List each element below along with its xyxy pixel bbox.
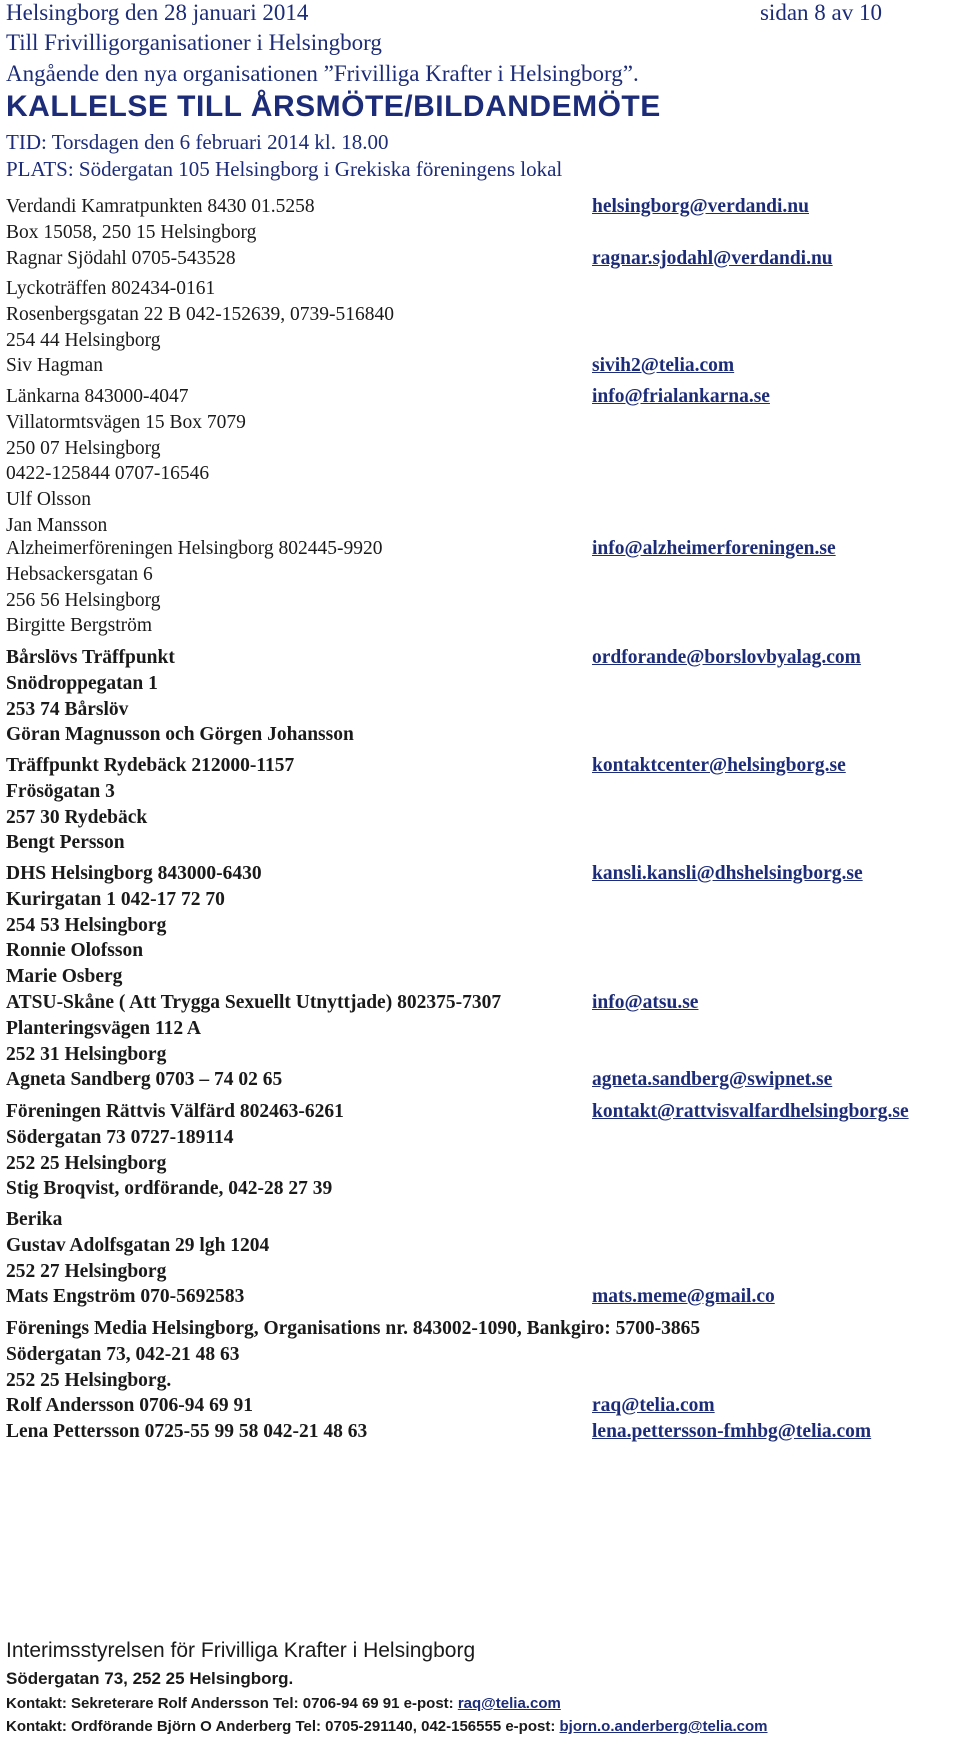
page-number: sidan 8 av 10 <box>759 0 882 25</box>
organisation-line <box>6 353 956 379</box>
organisation-block <box>6 194 956 271</box>
organisation-block <box>6 276 956 379</box>
organisation-block <box>6 990 956 1093</box>
organisation-line <box>6 613 956 639</box>
organisation-line <box>6 1342 956 1368</box>
footer-contact-secretary <box>6 1695 561 1712</box>
organisation-line-text: Bårslövs Träffpunkt <box>6 647 175 668</box>
email-link[interactable]: sivih2@telia.com <box>592 355 735 377</box>
organisation-block <box>6 861 956 990</box>
organisation-line-text: Siv Hagman <box>6 355 103 377</box>
organisation-line <box>6 536 956 562</box>
organisation-line-text: 254 44 Helsingborg <box>6 329 161 351</box>
organisation-line-text: 252 25 Helsingborg <box>6 1152 167 1174</box>
organisation-line <box>6 753 956 779</box>
footer-secretary-email-link[interactable]: raq@telia.com <box>457 1695 561 1712</box>
organisation-line-text: Göran Magnusson och Görgen Johansson <box>6 724 354 746</box>
organisation-line <box>6 246 956 272</box>
organisation-line <box>6 1042 956 1068</box>
organisation-line-text: 256 56 Helsingborg <box>6 589 161 611</box>
organisation-line-text: Gustav Adolfsgatan 29 lgh 1204 <box>6 1234 270 1256</box>
organisation-line-text: 0422-125844 0707-16546 <box>6 463 210 485</box>
organisation-line <box>6 461 956 487</box>
organisation-line-text: Alzheimerföreningen Helsingborg 802445-9920 <box>6 538 383 559</box>
organisation-line <box>6 1176 956 1202</box>
email-link[interactable]: kontaktcenter@helsingborg.se <box>592 755 846 776</box>
subject-line: Angående den nya organisationen ”Frivilliga Krafter i Helsingborg”. <box>6 61 639 86</box>
email-link[interactable]: ragnar.sjodahl@verdandi.nu <box>592 247 833 269</box>
organisation-line <box>6 913 956 939</box>
email-link[interactable]: helsingborg@verdandi.nu <box>592 196 809 217</box>
organisation-line-text: Föreningen Rättvis Välfärd 802463-6261 <box>6 1101 344 1122</box>
organisation-line <box>6 1393 956 1419</box>
email-link[interactable]: info@frialankarna.se <box>592 386 770 407</box>
organisation-line <box>6 697 956 723</box>
organisation-line-text: Stig Broqvist, ordförande, 042-28 27 39 <box>6 1178 333 1200</box>
organisation-line <box>6 302 956 328</box>
organisation-line-text: Snödroppegatan 1 <box>6 672 158 694</box>
organisation-line-text: Rosenbergsgatan 22 B 042-152639, 0739-516840 <box>6 303 394 325</box>
organisation-line <box>6 588 956 614</box>
organisation-line-text: 257 30 Rydebäck <box>6 806 148 828</box>
email-link[interactable]: lena.pettersson-fmhbg@telia.com <box>592 1421 872 1443</box>
organisation-block <box>6 1316 956 1445</box>
footer-contact-secretary-text: Kontakt: Sekreterare Rolf Andersson Tel: 0706-94 69 91 e-post: <box>6 1695 458 1712</box>
footer-address: Södergatan 73, 252 25 Helsingborg. <box>6 1669 294 1688</box>
organisation-line <box>6 1099 956 1125</box>
organisation-line <box>6 722 956 748</box>
organisation-line-text: 252 25 Helsingborg. <box>6 1369 172 1391</box>
organisation-line <box>6 1368 956 1394</box>
organisation-line <box>6 220 956 246</box>
email-link[interactable]: ordforande@borslovbyalag.com <box>592 647 861 668</box>
email-link[interactable]: info@alzheimerforeningen.se <box>592 538 836 559</box>
organisation-line <box>6 1125 956 1151</box>
organisation-line-text: Hebsackersgatan 6 <box>6 563 153 585</box>
organisation-line <box>6 1259 956 1285</box>
organisation-block <box>6 645 956 748</box>
email-link[interactable]: agneta.sandberg@swipnet.se <box>592 1069 833 1091</box>
organisation-line <box>6 1016 956 1042</box>
organisation-line <box>6 779 956 805</box>
email-link[interactable]: kontakt@rattvisvalfardhelsingborg.se <box>592 1101 909 1122</box>
organisation-line-text: Kurirgatan 1 042-17 72 70 <box>6 888 225 910</box>
organisation-line-text: Ronnie Olofsson <box>6 940 144 962</box>
footer-title: Interimsstyrelsen för Frivilliga Krafter i Helsingborg <box>6 1639 476 1662</box>
organisation-line <box>6 562 956 588</box>
organisation-line <box>6 861 956 887</box>
organisation-line-text: 252 27 Helsingborg <box>6 1260 167 1282</box>
email-link[interactable]: mats.meme@gmail.co <box>592 1286 775 1308</box>
organisation-line <box>6 1151 956 1177</box>
organisation-line <box>6 938 956 964</box>
organisation-block <box>6 1099 956 1202</box>
organisation-line-text: Mats Engström 070-5692583 <box>6 1286 245 1308</box>
place-line: PLATS: Södergatan 105 Helsingborg i Grekiska föreningens lokal <box>6 157 563 181</box>
organisation-line <box>6 1419 956 1445</box>
organisation-line-text: Rolf Andersson 0706-94 69 91 <box>6 1395 254 1417</box>
organisation-line-text: Lena Pettersson 0725-55 99 58 042-21 48 63 <box>6 1421 368 1443</box>
organisation-line <box>6 805 956 831</box>
organisation-line <box>6 384 956 410</box>
organisation-line-text: 250 07 Helsingborg <box>6 437 161 459</box>
organisation-line-text: Södergatan 73 0727-189114 <box>6 1126 234 1148</box>
organisation-line-text: Birgitte Bergström <box>6 615 153 637</box>
organisation-line <box>6 887 956 913</box>
organisation-block <box>6 753 956 856</box>
organisation-line-text: Ulf Olsson <box>6 489 92 511</box>
organisation-line <box>6 194 956 220</box>
organisation-line-text: Länkarna 843000-4047 <box>6 386 189 407</box>
organisation-line <box>6 671 956 697</box>
organisation-line-text: Förenings Media Helsingborg, Organisations nr. 843002-1090, Bankgiro: 5700-3865 <box>6 1318 701 1339</box>
organisation-line-text: Planteringsvägen 112 A <box>6 1017 202 1039</box>
organisation-line-text: Jan Mansson <box>6 514 108 536</box>
organisation-line-text: Lyckoträffen 802434-0161 <box>6 278 216 299</box>
organisation-line <box>6 990 956 1016</box>
organisation-line-text: Verdandi Kamratpunkten 8430 01.5258 <box>6 196 315 217</box>
organisation-line-text: 252 31 Helsingborg <box>6 1043 167 1065</box>
organisation-line <box>6 410 956 436</box>
footer-chair-email-link[interactable]: bjorn.o.anderberg@telia.com <box>559 1718 768 1735</box>
time-line: TID: Torsdagen den 6 februari 2014 kl. 18.00 <box>6 130 389 154</box>
organisation-line <box>6 1284 956 1310</box>
organisation-line-text: Träffpunkt Rydebäck 212000-1157 <box>6 755 295 776</box>
organisation-line-text: Marie Osberg <box>6 966 123 988</box>
organisation-line-text: Agneta Sandberg 0703 – 74 02 65 <box>6 1069 283 1091</box>
organisation-line-text: Bengt Persson <box>6 832 125 854</box>
organisation-line <box>6 276 956 302</box>
organisation-block <box>6 536 956 639</box>
organisation-line-text: Villatormtsvägen 15 Box 7079 <box>6 411 246 433</box>
organisation-block <box>6 1207 956 1310</box>
organisation-line <box>6 436 956 462</box>
organisation-line-text: Södergatan 73, 042-21 48 63 <box>6 1343 240 1365</box>
organisation-line-text: Box 15058, 250 15 Helsingborg <box>6 221 257 243</box>
organisation-line-text: 254 53 Helsingborg <box>6 914 167 936</box>
organisation-line-text: 253 74 Bårslöv <box>6 698 129 720</box>
email-link[interactable]: info@atsu.se <box>592 992 699 1013</box>
organisation-line-text: Ragnar Sjödahl 0705-543528 <box>6 247 236 269</box>
organisation-line <box>6 1316 956 1342</box>
footer-contact-chair-text: Kontakt: Ordförande Björn O Anderberg Tel: 0705-291140, 042-156555 e-post: <box>6 1718 560 1735</box>
organisation-line <box>6 513 956 539</box>
organisation-line <box>6 830 956 856</box>
organisation-line <box>6 487 956 513</box>
footer-contact-chair <box>6 1718 768 1735</box>
organisation-block <box>6 384 956 539</box>
organisation-line <box>6 1207 956 1233</box>
recipient-line: Till Frivilligorganisationer i Helsingborg <box>6 30 382 55</box>
organisation-line <box>6 1067 956 1093</box>
organisation-line <box>6 1233 956 1259</box>
email-link[interactable]: kansli.kansli@dhshelsingborg.se <box>592 863 863 884</box>
page-title: KALLELSE TILL ÅRSMÖTE/BILDANDEMÖTE <box>6 90 661 123</box>
organisation-line-text: DHS Helsingborg 843000-6430 <box>6 863 262 884</box>
organisation-line-text: ATSU-Skåne ( Att Trygga Sexuellt Utnyttjade) 802375-7307 <box>6 992 502 1013</box>
organisation-line-text: Berika <box>6 1209 63 1230</box>
organisation-line <box>6 328 956 354</box>
email-link[interactable]: raq@telia.com <box>592 1395 715 1417</box>
organisation-line-text: Frösögatan 3 <box>6 780 115 802</box>
organisation-line <box>6 964 956 990</box>
date-line: Helsingborg den 28 januari 2014 <box>6 0 309 25</box>
organisation-line <box>6 645 956 671</box>
